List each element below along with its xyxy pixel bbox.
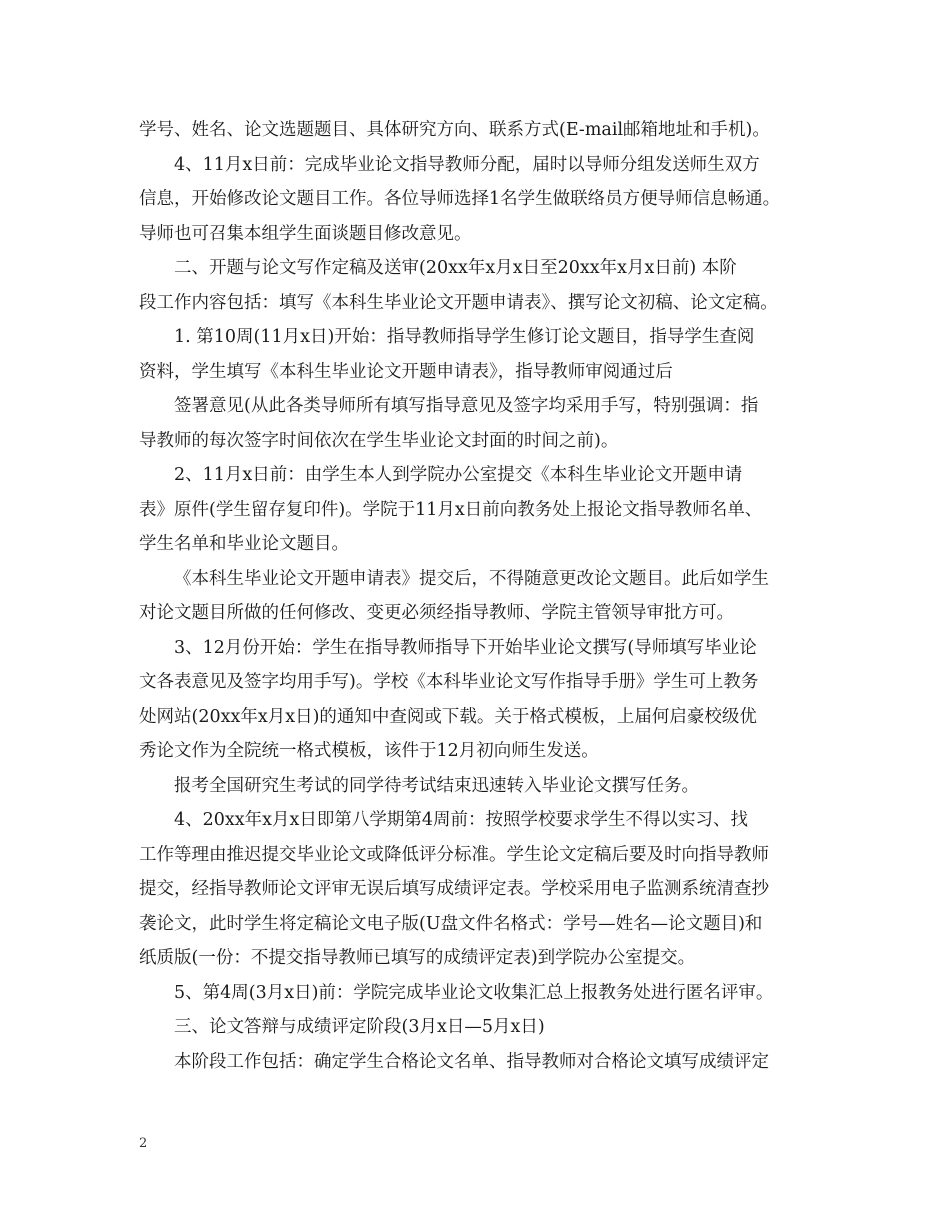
document-line: 5、第4周(3月x日)前：学院完成毕业论文收集汇总上报教务处进行匿名评审。 (174, 982, 774, 1003)
document-line: 三、论文答辩与成绩评定阶段(3月x日—5月x日) (174, 1017, 545, 1037)
document-line: 信息，开始修改论文题目工作。各位导师选择1名学生做联络员方便导师信息畅通。 (139, 189, 781, 209)
document-line: 学生名单和毕业论文题目。 (139, 534, 349, 554)
page-number: 2 (139, 1136, 148, 1151)
document-line: 《本科生毕业论文开题申请表》提交后，不得随意更改论文题目。此后如学生 (174, 568, 769, 589)
document-line: 文各表意见及签字均用手写)。学校《本科毕业论文写作指导手册》学生可上教务 (139, 672, 759, 692)
document-line: 秀论文作为全院统一格式模板，该件于12月初向师生发送。 (139, 741, 599, 761)
document-line: 1. 第10周(11月x日)开始：指导教师指导学生修订论文题目，指导学生查阅 (174, 327, 755, 347)
document-line: 签署意见(从此各类导师所有填写指导意见及签字均采用手写，特别强调：指 (174, 396, 759, 416)
document-line: 对论文题目所做的任何修改、变更必须经指导教师、学院主管领导审批方可。 (139, 603, 734, 623)
document-line: 段工作内容包括：填写《本科生毕业论文开题申请表》、撰写论文初稿、论文定稿。 (139, 292, 778, 313)
document-line: 4、20xx年x月x日即第八学期第4周前：按照学校要求学生不得以实习、找 (174, 810, 749, 830)
document-line: 报考全国研究生考试的同学待考试结束迅速转入毕业论文撰写任务。 (174, 775, 699, 796)
document-line: 提交，经指导教师论文评审无误后填写成绩评定表。学校采用电子监测系统清查抄 (139, 879, 769, 899)
document-line: 导教师的每次签字时间依次在学生毕业论文封面的时间之前)。 (139, 430, 619, 451)
document-line: 工作等理由推迟提交毕业论文或降低评分标准。学生论文定稿后要及时向指导教师 (139, 844, 769, 865)
document-line: 资料，学生填写《本科生毕业论文开题申请表》，指导教师审阅通过后 (139, 361, 673, 382)
document-line: 纸质版(一份：不提交指导教师已填写的成绩评定表)到学院办公室提交。 (139, 948, 696, 968)
document-line: 导师也可召集本组学生面谈题目修改意见。 (139, 223, 472, 244)
document-line: 4、11月x日前：完成毕业论文指导教师分配，届时以导师分组发送师生双方 (174, 154, 760, 175)
document-line: 二、开题与论文写作定稿及送审(20xx年x月x日至20xx年x月x日前) 本阶 (174, 258, 737, 278)
document-body (139, 113, 819, 1079)
document-line: 3、12月份开始：学生在指导教师指导下开始毕业论文撰写(导师填写毕业论 (174, 637, 757, 658)
document-line: 2、11月x日前：由学生本人到学院办公室提交《本科生毕业论文开题申请 (174, 465, 743, 485)
document-line: 处网站(20xx年x月x日)的通知中查阅或下载。关于格式模板，上届何启豪校级优 (139, 706, 757, 727)
document-line: 袭论文，此时学生将定稿论文电子版(U盘文件名格式：学号—姓名—论文题目)和 (139, 913, 763, 934)
document-line: 学号、姓名、论文选题题目、具体研究方向、联系方式(E-mail邮箱地址和手机)。 (139, 120, 770, 140)
document-line: 本阶段工作包括：确定学生合格论文名单、指导教师对合格论文填写成绩评定 (174, 1051, 769, 1072)
document-line: 表》原件(学生留存复印件)。学院于11月x日前向教务处上报论文指导教师名单、 (139, 499, 763, 520)
